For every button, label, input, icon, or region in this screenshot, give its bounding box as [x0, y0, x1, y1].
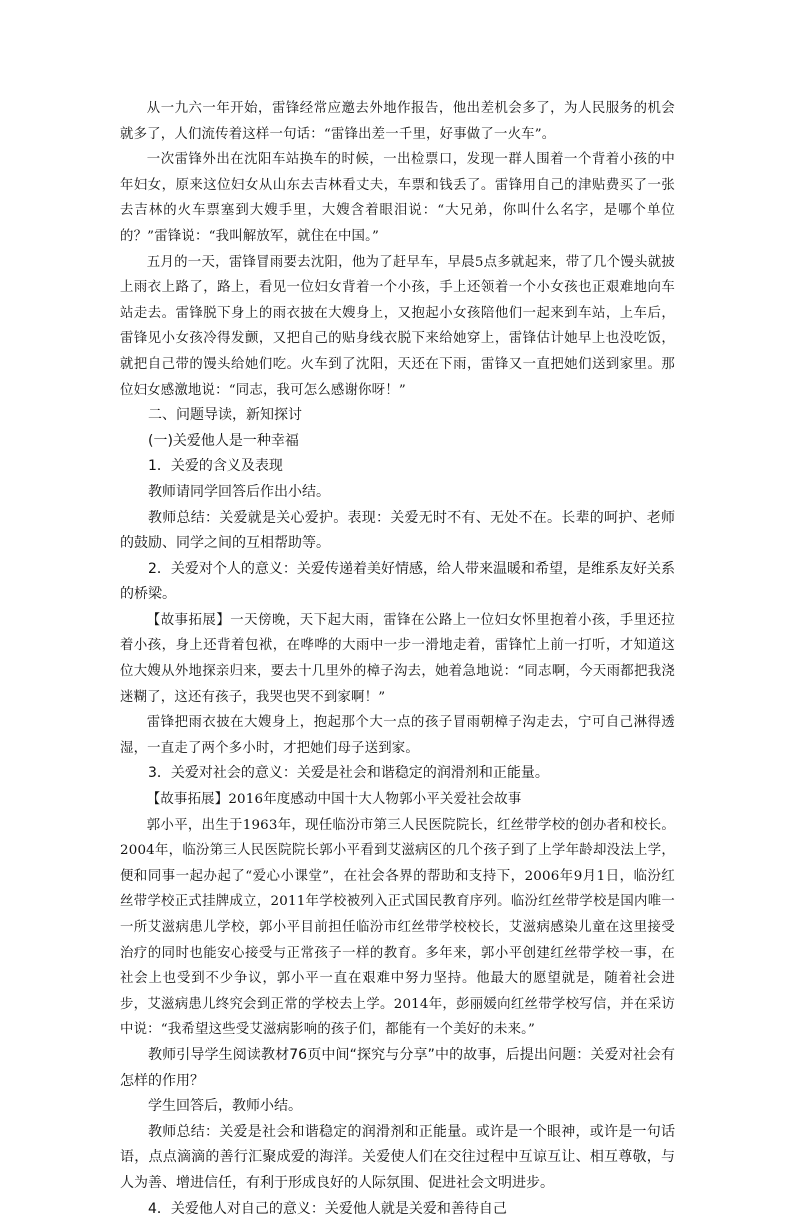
section-heading: 二、问题导读，新知探讨 [148, 407, 302, 424]
teacher-summary-1: 教师总结：关爱就是关心爱护。表现：关爱无时不有、无处不在。长辈的呵护、老师的鼓励、同学之间的互相帮助等。 [120, 509, 675, 552]
teacher-guidance: 教师引导学生阅读教材76页中间“探究与分享”中的故事，后提出问题：关爱对社会有怎样的作用？ [120, 1046, 675, 1089]
student-answer-note: 学生回答后，教师小结。 [148, 1098, 302, 1115]
story-extension-1: 【故事拓展】一天傍晚，天下起大雨，雷锋在公路上一位妇女怀里抱着小孩，手里还拉着小孩，身上还背着包袱，在哗哗的大雨中一步一滑地走着，雷锋忙上前一打听，才知道这位大嫂从外地探亲归来，要去十几里外的樟子沟去，她着急地说：“同志啊，今天雨都把我浇迷糊了，这还有孩子，我哭也哭不到家啊！” [120, 612, 675, 705]
point-1-heading: 1．关爱的含义及表现 [148, 458, 283, 475]
subsection-heading: (一)关爱他人是一种幸福 [148, 432, 299, 449]
story-extension-2-title: 【故事拓展】2016年度感动中国十大人物郭小平关爱社会故事 [146, 792, 522, 808]
story-paragraph-2: 一次雷锋外出在沈阳车站换车的时候，一出检票口，发现一群人围着一个背着小孩的中年妇女，原来这位妇女从山东去吉林看丈夫，车票和钱丢了。雷锋用自己的津贴费买了一张去吉林的火车票塞到大嫂手里，大嫂含着眼泪说：“大兄弟，你叫什么名字，是哪个单位的？”雷锋说：“我叫解放军，就住在中国。” [120, 152, 675, 244]
story-paragraph-3: 五月的一天，雷锋冒雨要去沈阳，他为了赶早车，早晨5点多就起来，带了几个馒头就披上雨衣上路了，路上，看见一位妇女背着一个小孩，手上还领着一个小女孩也正艰难地向车站走去。雷锋脱下身上的雨衣披在大嫂身上，又抱起小女孩陪他们一起来到车站，上车后，雷锋见小女孩冷得发颤，又把自己的贴身线衣脱下来给她穿上，雷锋估计她早上也没吃饭，就把自己带的馒头给她们吃。火车到了沈阳，天还在下雨，雷锋又一直把她们送到家里。那位妇女感激地说：“同志，我可怎么感谢你呀！” [120, 254, 675, 398]
point-3-text: 3．关爱对社会的意义：关爱是社会和谐稳定的润滑剂和正能量。 [148, 765, 549, 782]
point-4-text: 4．关爱他人对自己的意义：关爱他人就是关爱和善待自己 [148, 1200, 507, 1217]
teacher-instruction: 教师请同学回答后作出小结。 [148, 483, 330, 500]
teacher-summary-2: 教师总结：关爱是社会和谐稳定的润滑剂和正能量。或许是一个眼神，或许是一句话语，点点滴滴的善行汇聚成爱的海洋。关爱使人们在交往过程中互谅互让、相互尊敬，与人为善、增进信任，有利于形成良好的人际氛围、促进社会文明进步。 [120, 1123, 675, 1191]
story-extension-2-body: 郭小平，出生于1963年，现任临汾市第三人民医院院长，红丝带学校的创办者和校长。2004年，临汾第三人民医院院长郭小平看到艾滋病区的几个孩子到了上学年龄却没法上学，便和同事一起办起了“爱心小课堂”，在社会各界的帮助和支持下，2006年9月1日，临汾红丝带学校正式挂牌成立，2011年学校被列入正式国民教育序列。临汾红丝带学校是国内唯一一所艾滋病患儿学校，郭小平目前担任临汾市红丝带学校校长，艾滋病感染儿童在这里接受治疗的同时也能安心接受与正常孩子一样的教育。多年来，郭小平创建红丝带学校一事，在社会上也受到不少争议，郭小平一直在艰难中努力坚持。他最大的愿望就是，随着社会进步，艾滋病患儿终究会到正常的学校去上学。2014年，彭丽媛向红丝带学校写信，并在采访中说：“我希望这些受艾滋病影响的孩子们，都能有一个美好的未来。” [120, 817, 675, 1038]
document-page [120, 96, 675, 1222]
point-2-text: 2．关爱对个人的意义：关爱传递着美好情感，给人带来温暖和希望，是维系友好关系的桥梁。 [120, 560, 675, 603]
story-paragraph-1: 从一九六一年开始，雷锋经常应邀去外地作报告，他出差机会多了，为人民服务的机会就多了，人们流传着这样一句话：“雷锋出差一千里，好事做了一火车”。 [120, 101, 675, 142]
story-extension-1-cont: 雷锋把雨衣披在大嫂身上，抱起那个大一点的孩子冒雨朝樟子沟走去，宁可自己淋得透湿，一直走了两个多小时，才把她们母子送到家。 [120, 715, 675, 756]
